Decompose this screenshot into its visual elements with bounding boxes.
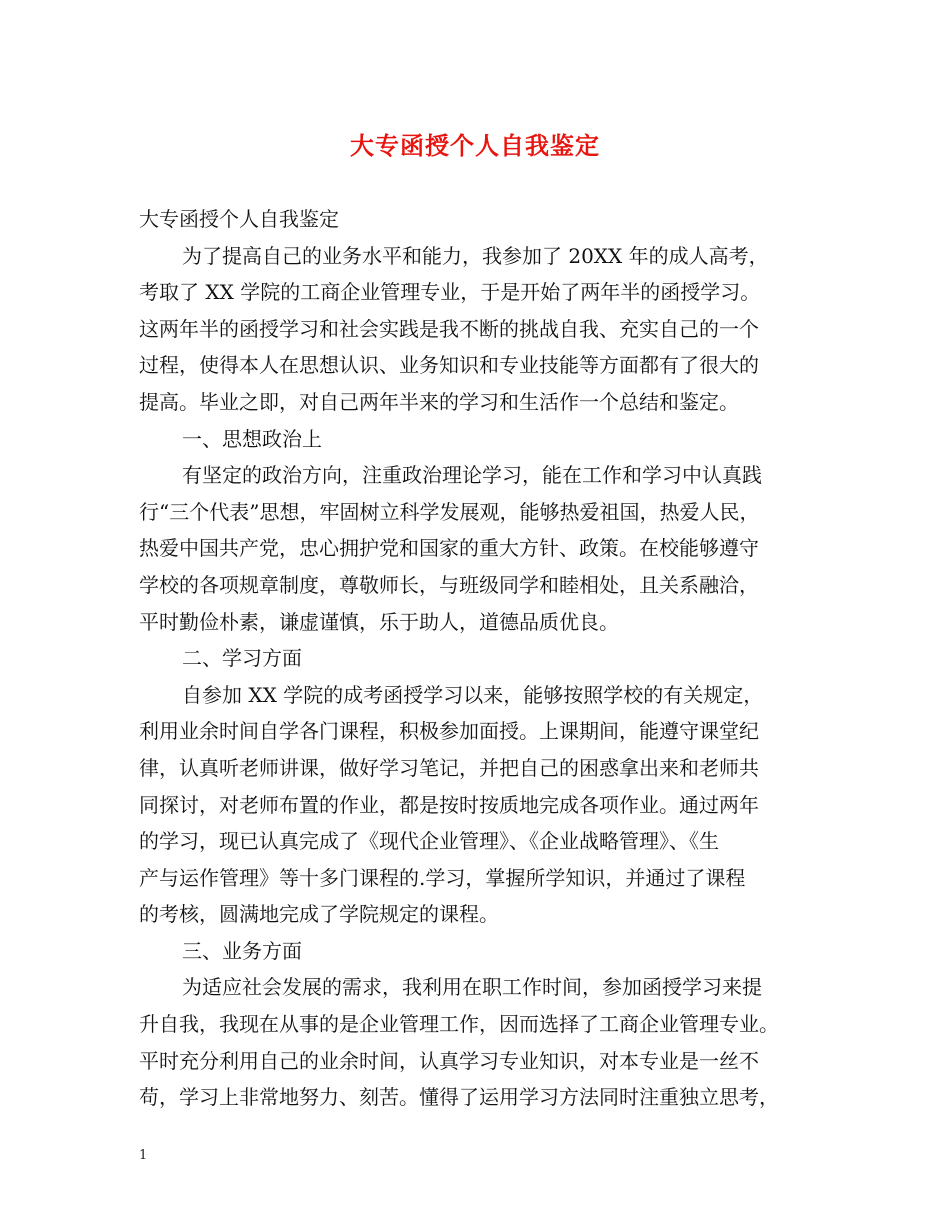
document-body: [139, 201, 829, 1116]
body-line: 一、思想政治上: [182, 426, 322, 451]
page-number: 1: [139, 1148, 148, 1163]
body-line: 二、学习方面: [182, 646, 302, 671]
body-line: 为适应社会发展的需求，我利用在职工作时间，参加函授学习来提: [182, 975, 762, 1000]
body-line: 苟，学习上非常地努力、刻苦。懂得了运用学习方法同时注重独立思考，: [139, 1085, 779, 1110]
body-line: 三、业务方面: [182, 938, 302, 963]
body-line: 的学习，现已认真完成了《现代企业管理》、《企业战略管理》、《生: [139, 829, 719, 854]
body-line: 行“三个代表”思想，牢固树立科学发展观，能够热爱祖国，热爱人民，: [139, 499, 760, 524]
body-line: 平时充分利用自己的业余时间，认真学习专业知识，对本专业是一丝不: [139, 1048, 759, 1073]
document-title: 大专函授个人自我鉴定: [350, 131, 600, 160]
body-line: 大专函授个人自我鉴定: [139, 207, 339, 231]
body-line: 过程，使得本人在思想认识、业务知识和专业技能等方面都有了很大的: [139, 353, 759, 378]
body-line: 同探讨，对老师布置的作业，都是按时按质地完成各项作业。通过两年: [139, 792, 759, 817]
body-line: 的考核，圆满地完成了学院规定的课程。: [139, 902, 499, 927]
body-line: 利用业余时间自学各门课程，积极参加面授。上课期间，能遵守课堂纪: [139, 719, 759, 744]
body-line: 自参加 XX 学院的成考函授学习以来，能够按照学校的有关规定，: [182, 682, 764, 707]
body-line: 律，认真听老师讲课，做好学习笔记，并把自己的困惑拿出来和老师共: [139, 755, 759, 780]
body-line: 考取了 XX 学院的工商企业管理专业，于是开始了两年半的函授学习。: [139, 280, 761, 305]
body-line: 热爱中国共产党，忠心拥护党和国家的重大方针、政策。在校能够遵守: [139, 536, 759, 561]
body-line: 产与运作管理》等十多门课程的.学习，掌握所学知识，并通过了课程: [139, 865, 746, 890]
body-line: 为了提高自己的业务水平和能力，我参加了 20XX 年的成人高考，: [182, 243, 769, 268]
body-line: 有坚定的政治方向，注重政治理论学习，能在工作和学习中认真践: [182, 463, 762, 488]
body-line: 学校的各项规章制度，尊敬师长，与班级同学和睦相处，且关系融洽，: [139, 572, 759, 597]
body-line: 平时勤俭朴素，谦虚谨慎，乐于助人，道德品质优良。: [139, 609, 619, 634]
body-line: 提高。毕业之即，对自己两年半来的学习和生活作一个总结和鉴定。: [139, 389, 739, 414]
body-line: 升自我，我现在从事的是企业管理工作，因而选择了工商企业管理专业。: [139, 1012, 779, 1037]
body-line: 这两年半的函授学习和社会实践是我不断的挑战自我、充实自己的一个: [139, 316, 759, 341]
